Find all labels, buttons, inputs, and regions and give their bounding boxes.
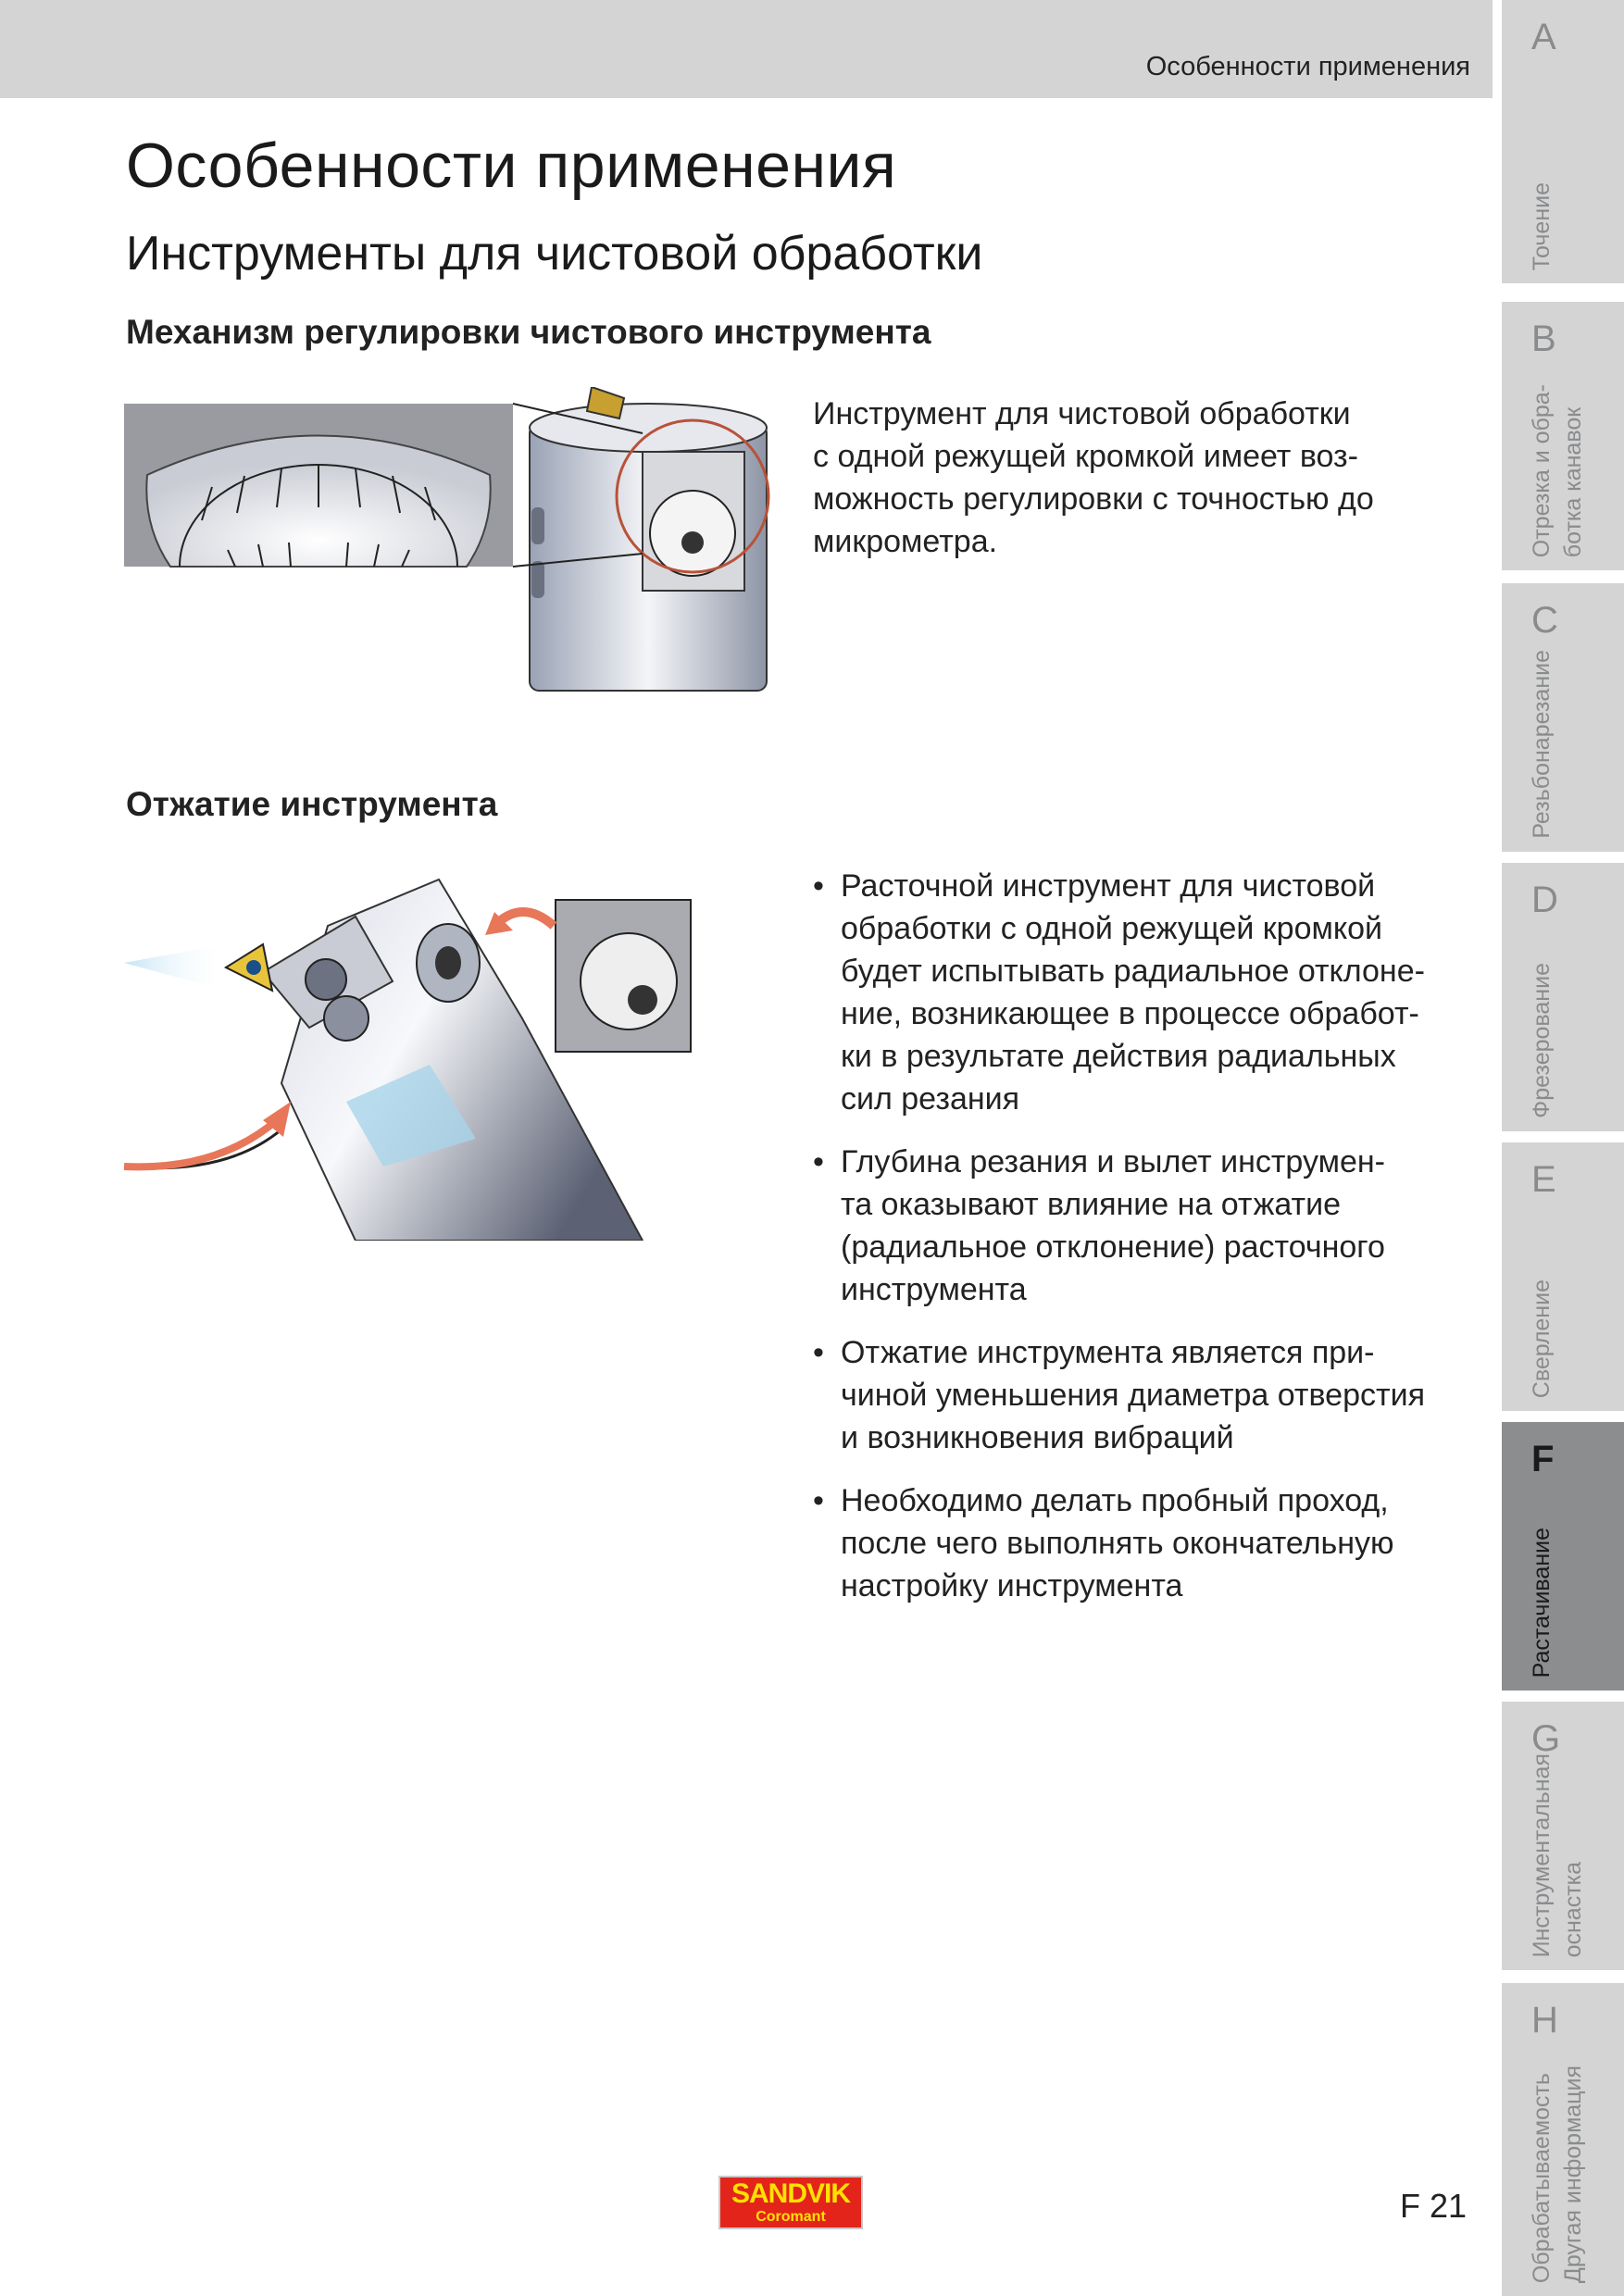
tab-letter: G (1531, 1718, 1561, 1759)
tab-threading[interactable] (1502, 583, 1624, 852)
tab-boring[interactable] (1502, 1422, 1624, 1691)
screw-icon (306, 959, 346, 1000)
tab-label: Точение (1529, 181, 1555, 270)
tab-label: Резьбонарезание (1529, 650, 1555, 839)
list-item: • Расточной инструмент для чистовой обработки с одной режущей кромкой будет испытывать радиальное отклоне- ние, возникающее в процессе обработ- ки в результате действия радиальных сил резания (813, 865, 1480, 1120)
tab-letter: H (1531, 2000, 1558, 2040)
section-heading-adjustment: Механизм регулировки чистового инструмента (126, 313, 931, 351)
tab-drilling[interactable] (1502, 1142, 1624, 1411)
tab-machinability[interactable] (1502, 1983, 1624, 2296)
bullet-icon: • (813, 1483, 824, 1518)
tab-letter: B (1531, 318, 1556, 359)
tab-parting-grooving[interactable] (1502, 302, 1624, 570)
page-number: F 21 (1399, 2187, 1467, 2225)
bullet-icon: • (813, 868, 824, 904)
page-subtitle: Инструменты для чистовой обработки (126, 227, 983, 281)
section-heading-deflection: Отжатие инструмента (126, 785, 498, 823)
tab-tool-holding[interactable] (1502, 1702, 1624, 1970)
deflection-bullet-list (813, 865, 1480, 1628)
list-item: • Глубина резания и вылет инструмен- та оказывают влияние на отжатие (радиальное отклонение) расточного инструмента (813, 1141, 1480, 1311)
tab-letter: F (1531, 1439, 1555, 1479)
tab-label: Обрабатываемость Другая информация (1529, 2065, 1586, 2283)
tab-letter: E (1531, 1159, 1556, 1200)
adjustment-description: Инструмент для чистовой обработки с одной режущей кромкой имеет воз- можность регулировки с точностью до микрометра. (813, 396, 1374, 559)
tab-label: Инструментальная оснастка (1529, 1753, 1586, 1957)
tab-label: Сверление (1529, 1279, 1555, 1398)
tab-milling[interactable] (1502, 863, 1624, 1131)
tab-label: Растачивание (1529, 1527, 1555, 1678)
tab-label: Отрезка и обра- ботка канавок (1529, 383, 1586, 557)
tab-label: Фрезерование (1529, 963, 1555, 1118)
tool-deflection-illustration (124, 861, 698, 1241)
deflection-arrow-icon (124, 1120, 277, 1167)
adjustment-mechanism-illustration (124, 387, 772, 693)
running-header: Особенности применения (1145, 52, 1470, 81)
section-tabs-sidebar (1502, 0, 1624, 2296)
tab-letter: C (1531, 600, 1558, 641)
bullet-icon: • (813, 1144, 824, 1179)
bullet-icon: • (813, 1335, 824, 1370)
list-item: • Отжатие инструмента является при- чиной уменьшения диаметра отверстия и возникновения вибраций (813, 1331, 1480, 1459)
page-title: Особенности применения (126, 131, 897, 201)
tab-turning[interactable] (1502, 0, 1624, 283)
header-bar (0, 0, 1493, 98)
tab-letter: A (1531, 17, 1556, 57)
list-item: • Необходимо делать пробный проход, после чего выполнять окончательную настройку инструмента (813, 1479, 1480, 1607)
tab-letter: D (1531, 880, 1558, 920)
sandvik-coromant-logo: SANDVIK Coromant (718, 2176, 863, 2229)
